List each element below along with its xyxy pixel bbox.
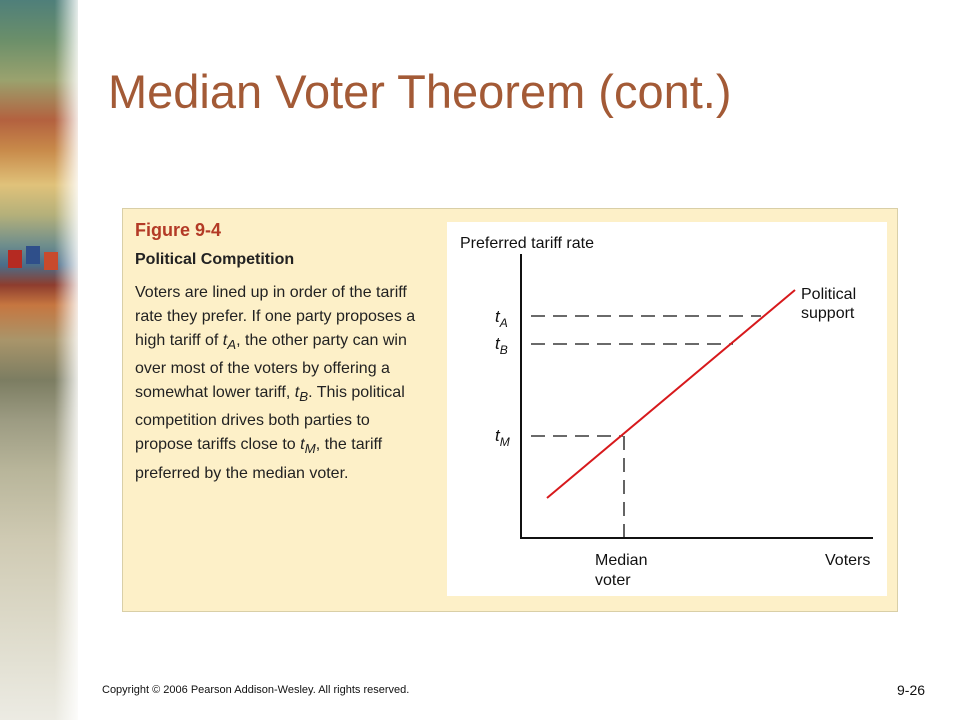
political-support-label-line-1: Political <box>801 286 857 303</box>
caption-symbol: t <box>294 384 300 402</box>
caption-symbol: t <box>222 332 228 349</box>
flag-decoration <box>44 252 58 270</box>
caption-text: , the other party can win over most of the voters by offering a somewhat lower tariff, <box>135 332 407 402</box>
y-axis-label: Preferred tariff rate <box>460 235 594 252</box>
caption-subscript: B <box>299 389 309 405</box>
x-axis-label: Voters <box>825 552 871 569</box>
tick-label-tM <box>495 426 510 449</box>
tM-sub: M <box>499 435 510 449</box>
figure-title: Political Competition <box>135 251 295 268</box>
flag-decoration <box>8 250 22 268</box>
tB-sub: B <box>499 343 508 357</box>
tB-main: t <box>495 334 500 353</box>
political-support-label-line-2: support <box>801 305 855 322</box>
flag-decoration <box>26 246 40 264</box>
decorative-collage-strip <box>0 0 78 720</box>
median-voter-label <box>595 552 652 589</box>
median-voter-label-line-1: Median <box>595 552 648 569</box>
tA-sub: A <box>499 316 508 330</box>
caption-text: Voters are lined up in order of the tariff rate they prefer. If one party proposes a high tariff of <box>135 284 416 349</box>
caption-symbol: t <box>300 436 305 454</box>
caption-text: . This political competition drives both parties to propose tariffs close to <box>135 384 405 454</box>
figure-panel <box>122 208 898 612</box>
slide-title: Median Voter Theorem (cont.) <box>108 65 732 118</box>
figure-number: Figure 9-4 <box>135 220 222 240</box>
copyright-notice: Copyright © 2006 Pearson Addison-Wesley. All rights reserved. <box>102 684 410 696</box>
median-voter-label-line-2: voter <box>595 572 631 589</box>
tM-main: t <box>495 426 500 445</box>
figure-caption <box>135 281 431 486</box>
caption-text: , the tariff preferred by the median voter. <box>135 436 383 482</box>
tick-label-tA <box>495 307 508 330</box>
slide-number: 9-26 <box>897 682 926 698</box>
tA-main: t <box>495 307 500 326</box>
political-support-line <box>547 290 795 498</box>
tick-label-tB <box>495 334 508 357</box>
chart-area <box>447 222 887 596</box>
median-voter-diagram <box>447 222 887 596</box>
caption-subscript: A <box>227 337 237 353</box>
caption-subscript: M <box>304 441 316 457</box>
political-support-label <box>801 286 861 322</box>
